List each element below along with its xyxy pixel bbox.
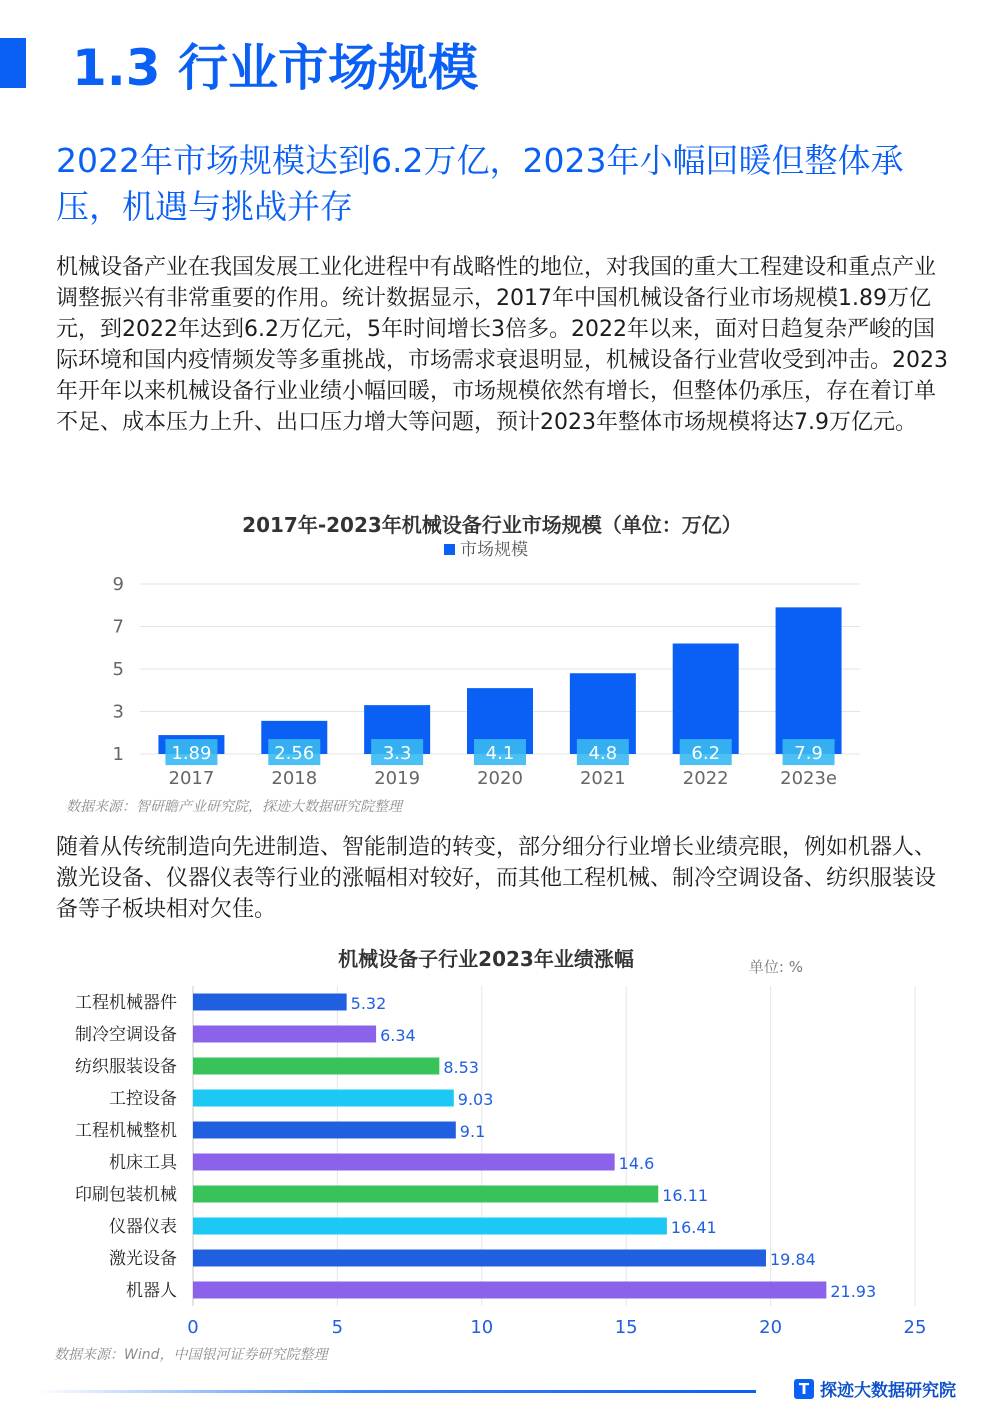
x-tick-label: 2019 <box>374 768 421 789</box>
body-paragraph-1: 机械设备产业在我国发展工业化进程中有战略性的地位，对我国的重大工程建设和重点产业调整振兴有非常重要的作用。统计数据显示，2017年中国机械设备行业市场规模1.89万亿元，到2022年达到6.2万亿元，5年时间增长3倍多。2022年以来，面对日趋复杂严峻的国际环境和国内疫情频发等多重挑战，市场需求衰退明显，机械设备行业营收受到冲击。2023年开年以来机械设备行业业绩小幅回暖，市场规模依然有增长，但整体仍承压，存在着订单不足、成本压力上升、出口压力增大等问题，预计2023年整体市场规模将达7.9万亿元。 <box>56 255 948 435</box>
bar <box>193 1026 376 1043</box>
unit-label: 单位: % <box>748 958 803 976</box>
x-tick-label: 2020 <box>477 768 523 789</box>
data-label: 16.41 <box>670 1218 717 1237</box>
data-label: 9.03 <box>457 1090 494 1109</box>
y-category-label: 机床工具 <box>109 1153 177 1173</box>
data-label: 6.34 <box>380 1026 416 1045</box>
legend-swatch <box>444 544 455 555</box>
data-label: 19.84 <box>769 1250 816 1269</box>
bar <box>193 1122 456 1139</box>
y-tick-label: 1 <box>112 744 124 765</box>
brand-logo-icon: T <box>794 1379 814 1399</box>
x-tick-label: 2023e <box>780 768 838 789</box>
data-label: 1.89 <box>171 743 212 765</box>
bar <box>193 1250 766 1267</box>
data-label: 4.1 <box>485 743 515 765</box>
bar <box>193 1154 615 1171</box>
data-label: 21.93 <box>830 1282 877 1301</box>
chart-title: 2017年-2023年机械设备行业市场规模（单位：万亿） <box>242 513 742 537</box>
market-size-bar-chart <box>40 508 960 818</box>
bar <box>193 1282 826 1299</box>
y-category-label: 制冷空调设备 <box>75 1025 177 1045</box>
bar <box>673 644 739 755</box>
subsector-growth-bar-chart <box>40 940 960 1370</box>
y-category-label: 仪器仪表 <box>109 1217 177 1237</box>
section-title: 1.3 行业市场规模 <box>72 39 478 97</box>
section-subtitle: 2022年市场规模达到6.2万亿，2023年小幅回暖但整体承压，机遇与挑战并存 <box>56 141 904 226</box>
y-category-label: 激光设备 <box>109 1249 177 1269</box>
data-label: 8.53 <box>443 1058 479 1077</box>
x-tick-label: 2018 <box>271 768 318 789</box>
x-tick-label: 2022 <box>682 768 729 789</box>
bar <box>193 1090 454 1107</box>
y-category-label: 工程机械器件 <box>75 993 177 1013</box>
x-tick-label: 5 <box>331 1317 344 1338</box>
data-label: 9.1 <box>459 1122 486 1141</box>
y-category-label: 印刷包装机械 <box>75 1185 177 1205</box>
data-label: 6.2 <box>691 743 721 765</box>
data-label: 5.32 <box>350 994 387 1013</box>
x-tick-label: 0 <box>187 1317 199 1338</box>
data-label: 2.56 <box>274 743 315 765</box>
y-category-label: 纺织服装设备 <box>75 1057 177 1077</box>
bar <box>193 1186 658 1203</box>
data-label: 14.6 <box>618 1154 655 1173</box>
title-accent-bar <box>0 38 26 88</box>
x-tick-label: 15 <box>614 1317 638 1338</box>
bar <box>193 994 347 1011</box>
x-tick-label: 2021 <box>579 768 626 789</box>
bar <box>776 607 842 754</box>
body-paragraph-2: 随着从传统制造向先进制造、智能制造的转变，部分细分行业增长业绩亮眼，例如机器人、激光设备、仪器仪表等行业的涨幅相对较好，而其他工程机械、制冷空调设备、纺织服装设备等子板块相对欠佳。 <box>56 835 937 922</box>
bar <box>193 1058 439 1075</box>
y-tick-label: 3 <box>112 701 124 723</box>
y-category-label: 工控设备 <box>109 1089 177 1109</box>
y-tick-label: 5 <box>112 659 124 680</box>
y-category-label: 工程机械整机 <box>75 1121 177 1141</box>
bar <box>193 1218 667 1235</box>
brand-name: 探迹大数据研究院 <box>820 1381 956 1401</box>
x-tick-label: 20 <box>759 1317 783 1338</box>
data-label: 4.8 <box>588 743 618 765</box>
footer-brand <box>794 1376 956 1401</box>
chart-source: 数据来源：智研瞻产业研究院，探迹大数据研究院整理 <box>66 799 402 815</box>
y-category-label: 机器人 <box>126 1281 177 1301</box>
x-tick-label: 2017 <box>168 768 215 789</box>
data-label: 16.11 <box>662 1186 709 1205</box>
x-tick-label: 10 <box>470 1317 494 1338</box>
chart-title: 机械设备子行业2023年业绩涨幅 <box>338 947 634 971</box>
x-tick-label: 25 <box>903 1317 927 1338</box>
legend-label: 市场规模 <box>460 540 528 560</box>
footer-divider <box>36 1390 756 1393</box>
y-tick-label: 7 <box>112 616 124 638</box>
data-label: 3.3 <box>382 743 412 765</box>
chart-source: 数据来源：Wind，中国银河证券研究院整理 <box>54 1347 328 1363</box>
y-tick-label: 9 <box>112 574 124 595</box>
data-label: 7.9 <box>794 743 823 765</box>
